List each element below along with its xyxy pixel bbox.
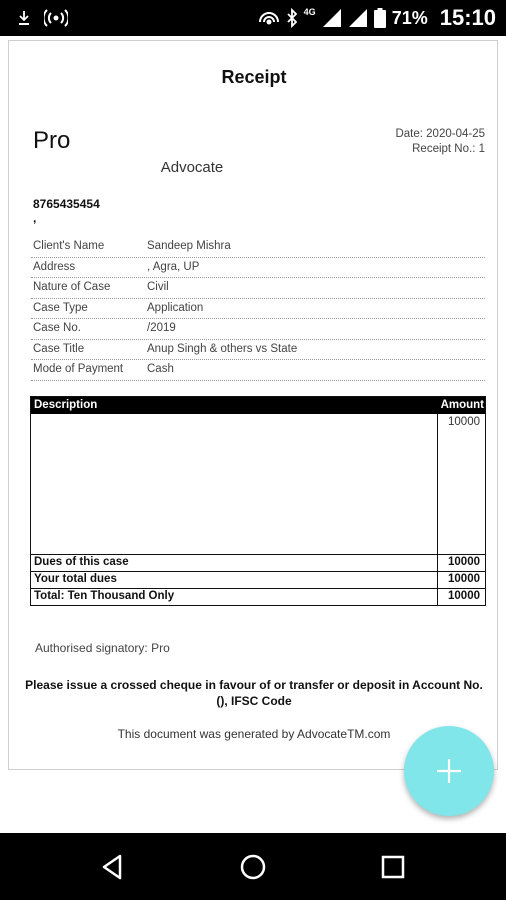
signal-icon	[348, 8, 368, 28]
network-badge: 4G	[303, 7, 316, 17]
plus-icon	[435, 757, 463, 785]
back-icon	[96, 850, 130, 884]
wifi-hotspot-icon	[258, 8, 280, 28]
recents-button[interactable]	[376, 850, 410, 884]
info-value: , Agra, UP	[147, 260, 200, 273]
info-value: Sandeep Mishra	[147, 240, 231, 252]
info-row	[31, 299, 485, 320]
header-description: Description	[34, 399, 98, 411]
hotspot-icon	[44, 9, 68, 27]
receipt-date: Date: 2020-04-25	[395, 128, 485, 140]
receipt-title: Receipt	[221, 67, 287, 87]
battery-icon	[374, 8, 386, 28]
receipt-document	[8, 40, 498, 770]
battery-percent: 71%	[391, 7, 428, 28]
receipt-meta	[395, 127, 485, 157]
info-value: Civil	[147, 281, 169, 293]
info-value: Anup Singh & others vs State	[147, 342, 298, 355]
summary-label: Total: Ten Thousand Only	[34, 590, 175, 602]
amount-column	[437, 555, 485, 571]
clock: 15:10	[439, 5, 496, 30]
payment-notice: Please issue a crossed cheque in favour of or transfer or deposit in Account No. (), IFSC Code	[25, 678, 483, 708]
client-info-table	[31, 237, 485, 381]
info-label: Client's Name	[33, 240, 105, 252]
table-body	[31, 414, 485, 555]
receipt-number: Receipt No.: 1	[412, 143, 485, 155]
home-button[interactable]	[236, 850, 270, 884]
amount-column	[437, 589, 485, 605]
amount-column	[437, 414, 485, 554]
status-bar	[0, 0, 506, 36]
table-row	[31, 589, 485, 605]
amount-column	[437, 572, 485, 588]
info-label: Nature of Case	[33, 281, 111, 293]
recents-icon	[376, 850, 410, 884]
amount-table	[30, 396, 486, 606]
table-row	[31, 555, 485, 572]
signal-icon	[322, 8, 342, 28]
info-label: Mode of Payment	[33, 363, 124, 375]
table-row	[31, 572, 485, 589]
back-button[interactable]	[96, 850, 130, 884]
summary-value: 10000	[448, 590, 480, 602]
advocate-address: ,	[33, 211, 37, 225]
summary-label: Dues of this case	[34, 556, 129, 568]
info-label: Address	[33, 260, 76, 273]
info-row	[31, 278, 485, 299]
info-label: Case Type	[33, 301, 88, 314]
bluetooth-icon	[286, 8, 298, 28]
info-label: Case Title	[33, 342, 85, 355]
info-row	[31, 319, 485, 340]
info-value: Application	[147, 301, 204, 314]
info-value: Cash	[147, 363, 174, 375]
download-icon	[18, 10, 30, 26]
summary-label: Your total dues	[34, 573, 117, 585]
advocate-phone: 8765435454	[33, 197, 100, 211]
navigation-bar	[0, 833, 506, 900]
summary-value: 10000	[448, 556, 480, 568]
summary-value: 10000	[448, 573, 480, 585]
add-button[interactable]	[404, 726, 494, 816]
line-amount: 10000	[448, 416, 480, 428]
header-amount: Amount	[440, 399, 484, 411]
info-row	[31, 360, 485, 381]
info-label: Case No.	[33, 322, 81, 334]
info-row	[31, 237, 485, 258]
info-value: /2019	[147, 322, 176, 334]
home-icon	[236, 850, 270, 884]
generated-by-footer: This document was generated by AdvocateTM.com	[117, 727, 391, 741]
info-row	[31, 258, 485, 279]
advocate-subtitle: Advocate	[160, 159, 224, 176]
info-row	[31, 340, 485, 361]
signatory-text: Authorised signatory: Pro	[35, 641, 170, 655]
table-header	[31, 397, 485, 414]
advocate-name: Pro	[33, 127, 71, 154]
